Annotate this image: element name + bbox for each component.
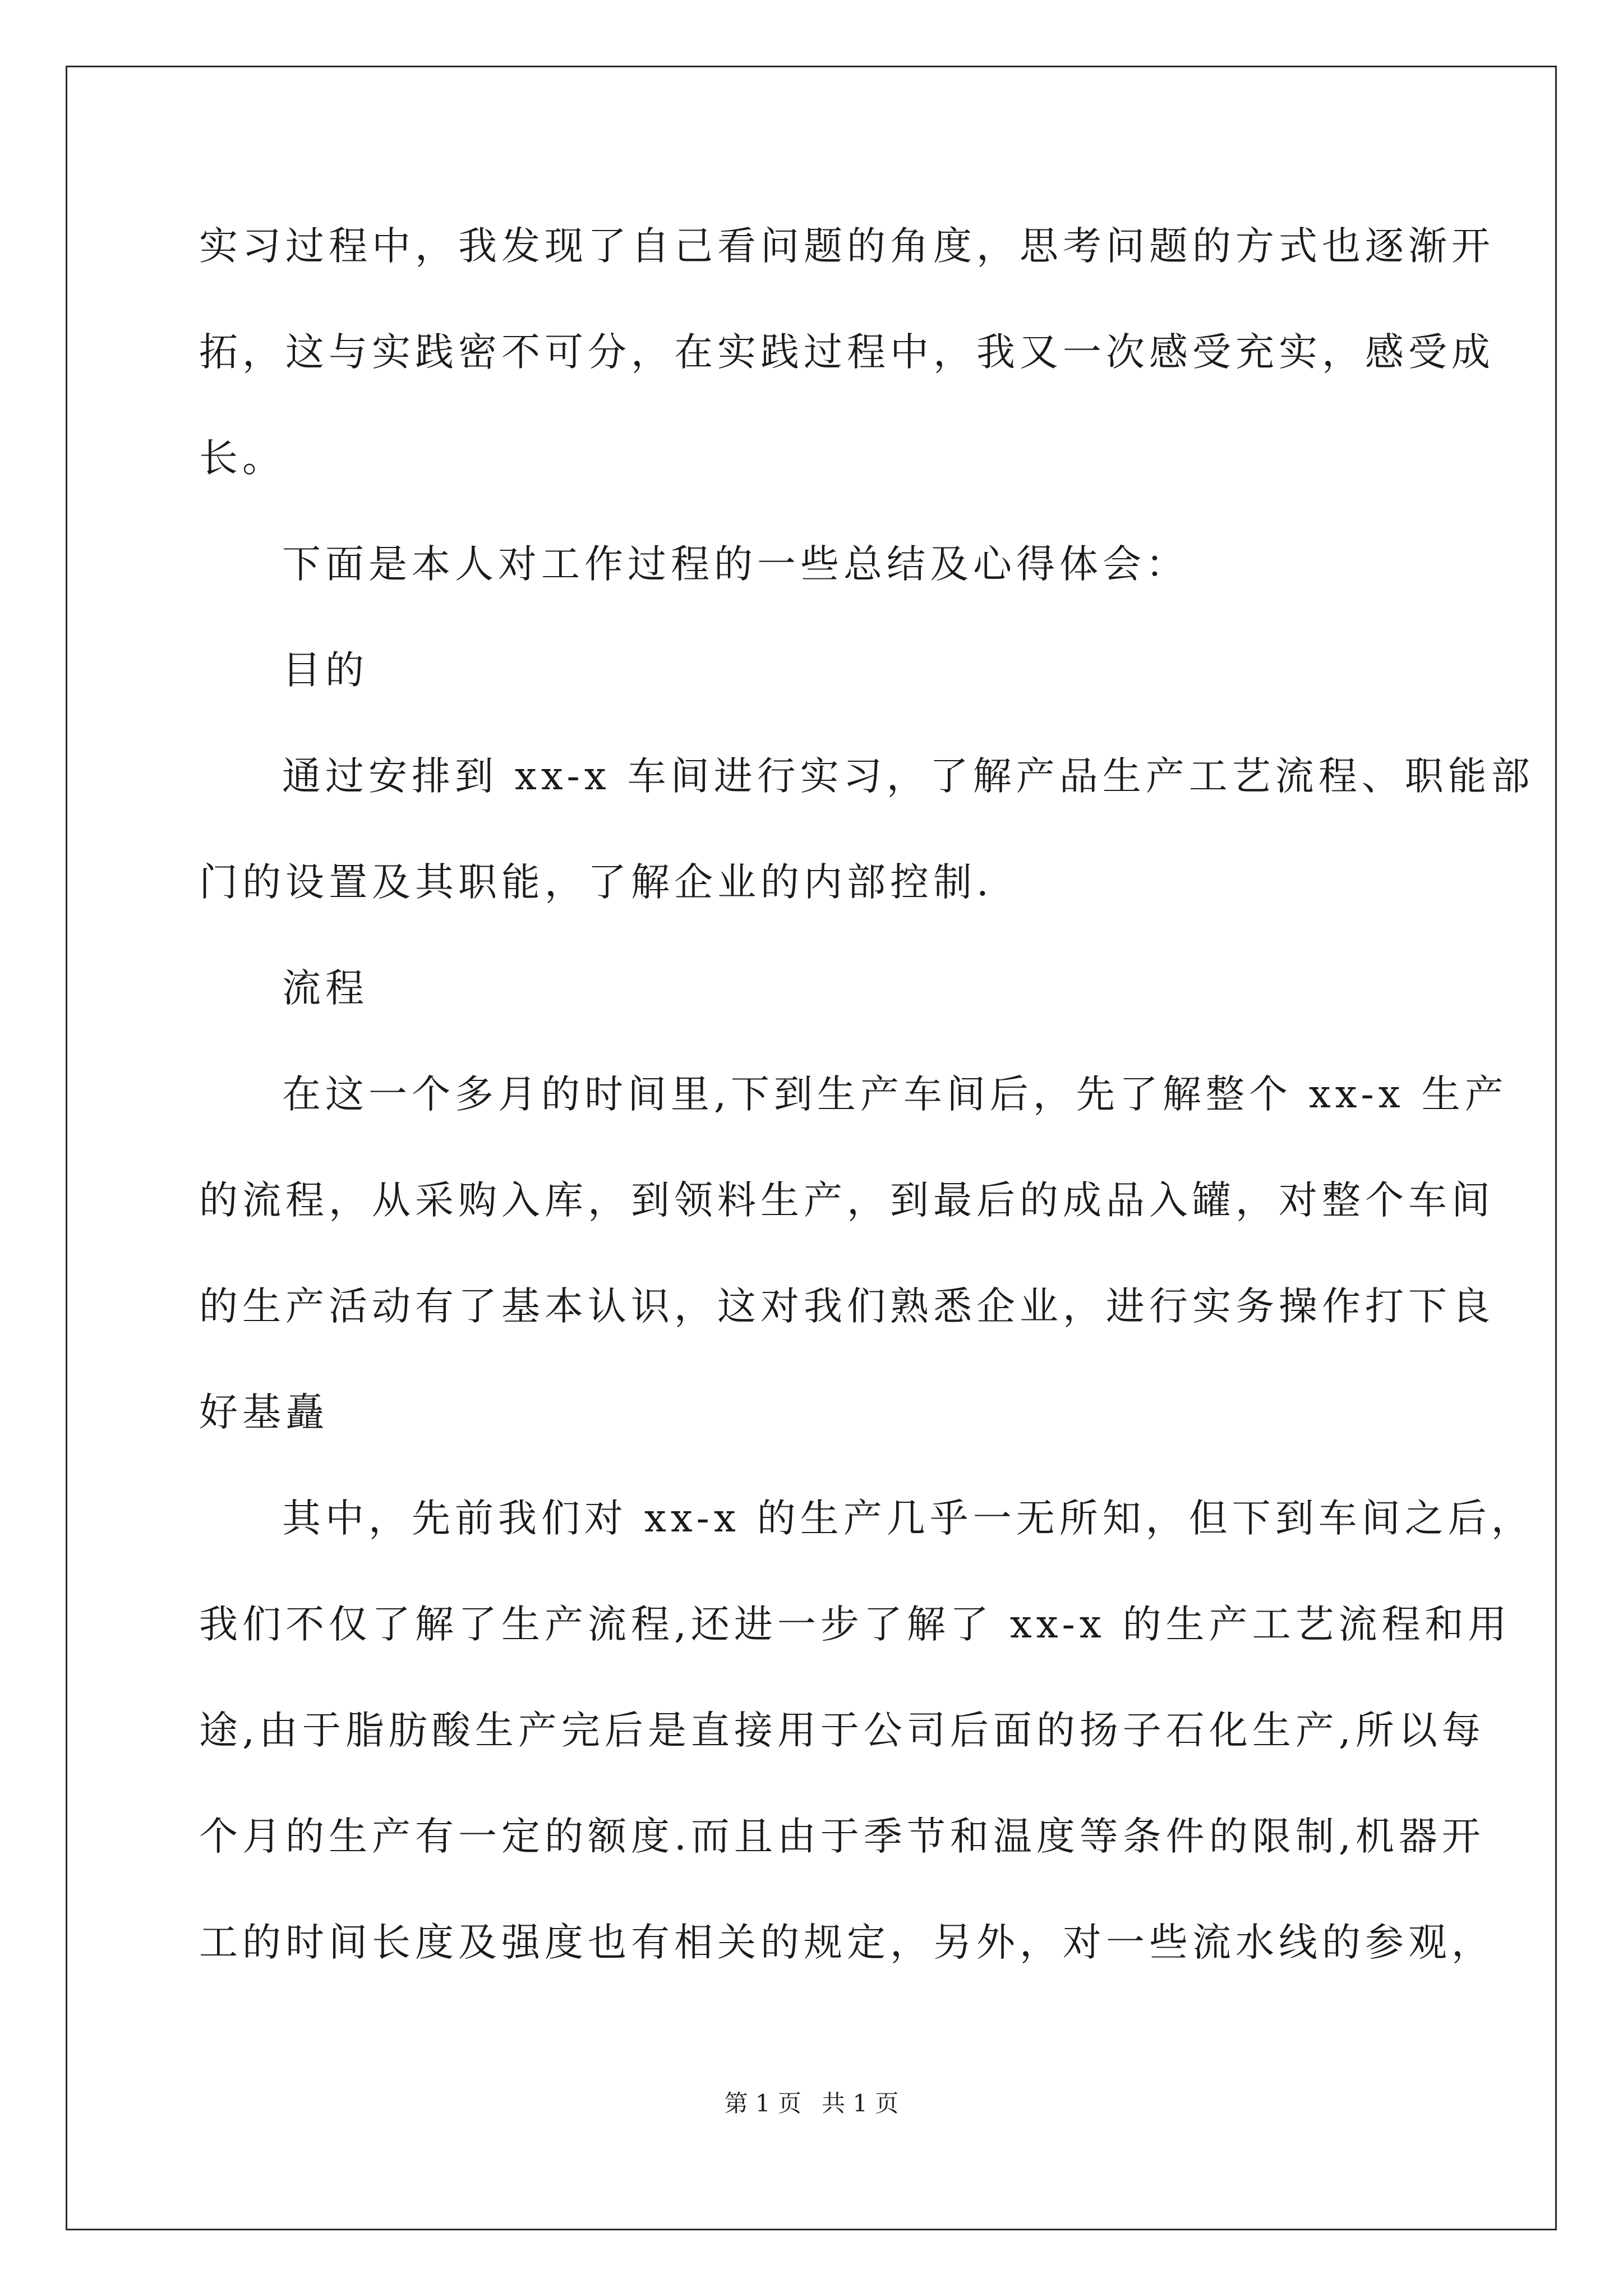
text-line: 实习过程中，我发现了自己看问题的角度，思考问题的方式也逐渐开 <box>199 224 1495 269</box>
page-number-current: 第 1 页 <box>724 2090 801 2117</box>
text-line: 下面是本人对工作过程的一些总结及心得体会： <box>282 542 1189 587</box>
page-footer <box>0 2087 1623 2120</box>
text-line: 的生产活动有了基本认识，这对我们熟悉企业，进行实务操作打下良 <box>199 1284 1495 1329</box>
text-line: 长。 <box>199 436 285 481</box>
text-line: 目的 <box>282 648 368 693</box>
text-line: 拓，这与实践密不可分，在实践过程中，我又一次感受充实，感受成 <box>199 330 1495 375</box>
document-body <box>199 194 1534 1996</box>
text-line: 在这一个多月的时间里,下到生产车间后，先了解整个 xx-x 生产 <box>282 1072 1508 1117</box>
text-line: 门的设置及其职能，了解企业的内部控制. <box>199 860 993 905</box>
text-line: 其中，先前我们对 xx-x 的生产几乎一无所知，但下到车间之后， <box>282 1496 1534 1541</box>
page-number-total: 共 1 页 <box>822 2090 899 2117</box>
text-line: 通过安排到 xx-x 车间进行实习，了解产品生产工艺流程、职能部 <box>282 754 1534 799</box>
text-line: 流程 <box>282 966 368 1011</box>
text-line: 的流程，从采购入库，到领料生产，到最后的成品入罐，对整个车间 <box>199 1178 1495 1223</box>
text-line: 工的时间长度及强度也有相关的规定，另外，对一些流水线的参观， <box>199 1920 1495 1965</box>
text-line: 好基矗 <box>199 1390 329 1435</box>
text-line: 途,由于脂肪酸生产完后是直接用于公司后面的扬子石化生产,所以每 <box>199 1708 1485 1753</box>
text-line: 我们不仅了解了生产流程,还进一步了解了 xx-x 的生产工艺流程和用 <box>199 1602 1511 1647</box>
text-line: 个月的生产有一定的额度.而且由于季节和温度等条件的限制,机器开 <box>199 1814 1485 1859</box>
